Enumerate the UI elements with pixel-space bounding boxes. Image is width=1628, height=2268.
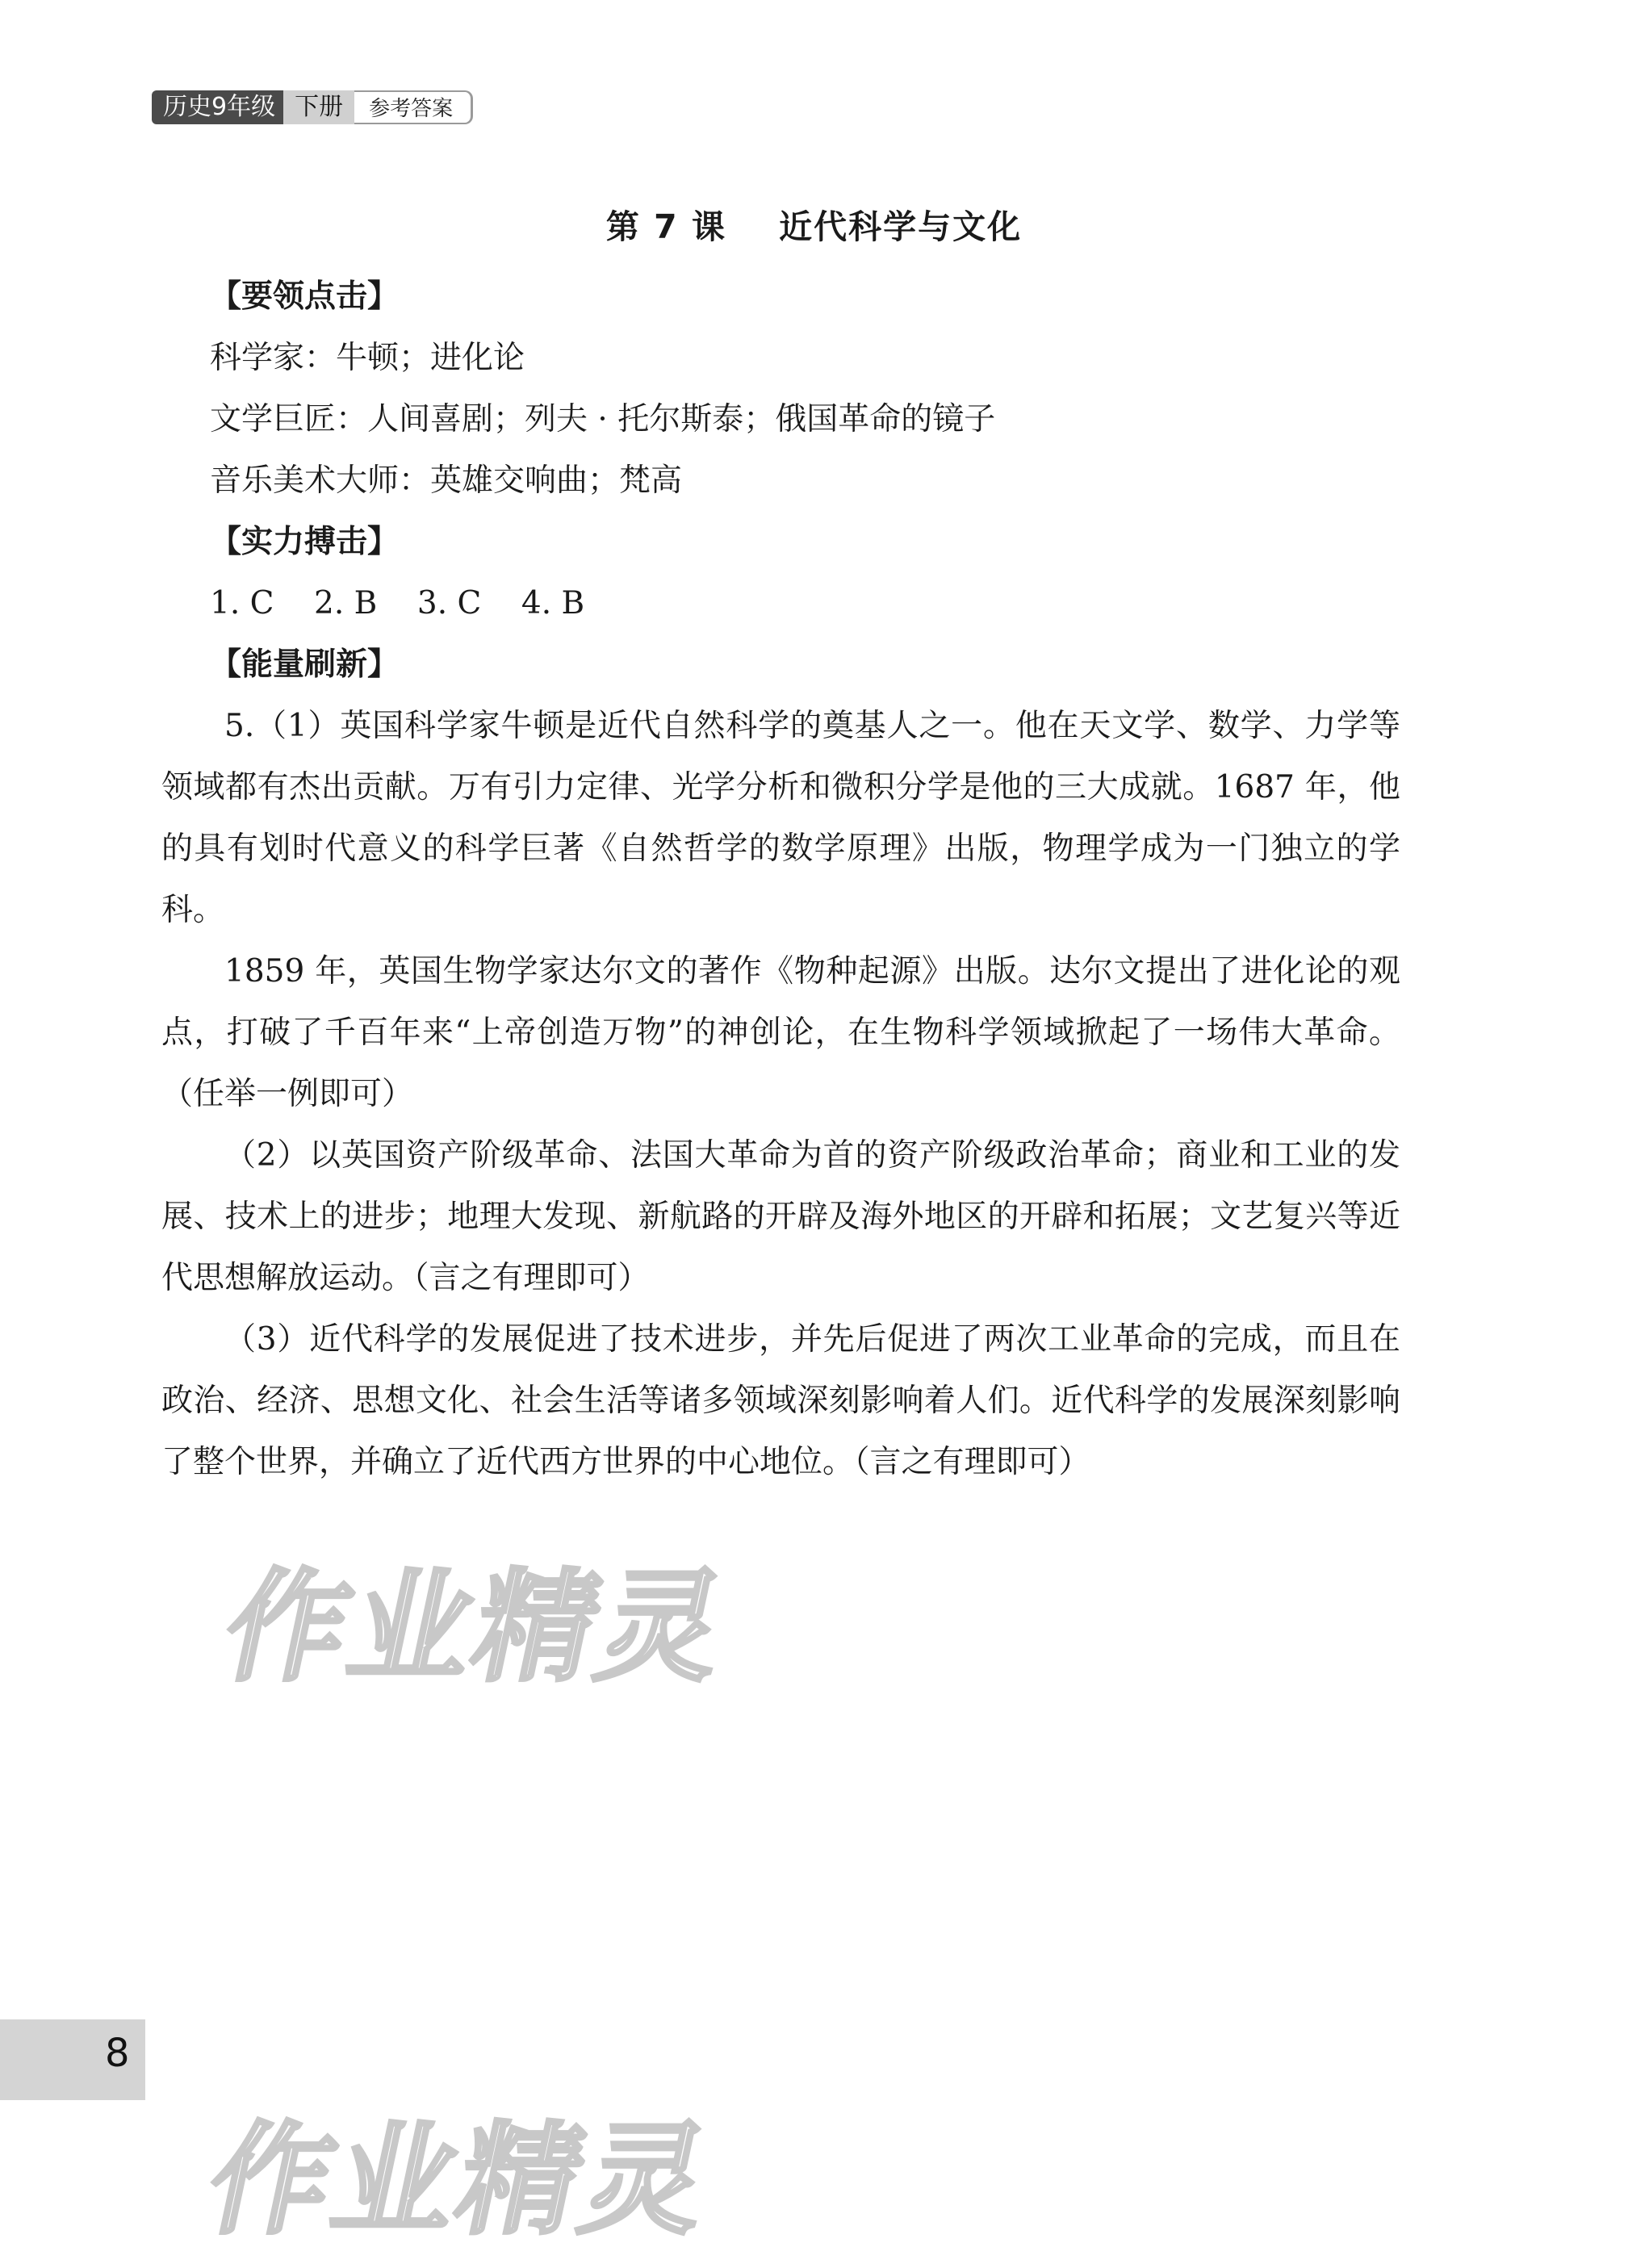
- answer-content: [161, 266, 1400, 1493]
- lesson-title: 第 7 课 近代科学与文化: [605, 207, 1023, 246]
- header-tabs: [152, 90, 473, 124]
- header-subject-tab: 历史9年级: [152, 90, 283, 124]
- watermark: 作业精灵: [212, 1558, 740, 1698]
- answer-paragraph: 5.（1）英国科学家牛顿是近代自然科学的奠基人之一。他在天文学、数学、力学等领域都有杰出贡献。万有引力定律、光学分析和微积分学是他的三大成就。1687 年，他的具有划时代意义的科学巨著《自然哲学的数学原理》出版，物理学成为一门独立的学科。: [161, 708, 1400, 928]
- key-point-line: 科学家：牛顿；进化论: [210, 340, 525, 376]
- watermark: 作业精灵: [196, 2111, 724, 2251]
- practice-answers: 1. C 2. B 3. C 4. B: [210, 585, 585, 621]
- key-point-line: 音乐美术大师：英雄交响曲；梵高: [210, 462, 683, 499]
- answer-paragraph: （3）近代科学的发展促进了技术进步，并先后促进了两次工业革命的完成，而且在政治、经济、思想文化、社会生活等诸多领域深刻影响着人们。近代科学的发展深刻影响了整个世界，并确立了近代西方世界的中心地位。（言之有理即可）: [161, 1321, 1400, 1480]
- key-point-line: 文学巨匠：人间喜剧；列夫 · 托尔斯泰；俄国革命的镜子: [210, 401, 996, 437]
- header-section-tab: 参考答案: [354, 90, 473, 124]
- answer-paragraph: （2）以英国资产阶级革命、法国大革命为首的资产阶级政治革命；商业和工业的发展、技术上的进步；地理大发现、新航路的开辟及海外地区的开辟和拓展；文艺复兴等近代思想解放运动。（言之有理即可）: [161, 1137, 1400, 1296]
- key-points-heading: 【要领点击】: [210, 278, 400, 315]
- header-volume-tab: 下册: [283, 90, 354, 124]
- answer-paragraph: 1859 年，英国生物学家达尔文的著作《物种起源》出版。达尔文提出了进化论的观点，打破了千百年来“上帝创造万物”的神创论，在生物科学领域掀起了一场伟大革命。（任举一例即可）: [161, 953, 1400, 1112]
- page-number: 8: [105, 2031, 130, 2076]
- practice-heading: 【实力搏击】: [210, 524, 400, 560]
- energy-heading: 【能量刷新】: [210, 647, 400, 683]
- page-number-box: [0, 2019, 145, 2100]
